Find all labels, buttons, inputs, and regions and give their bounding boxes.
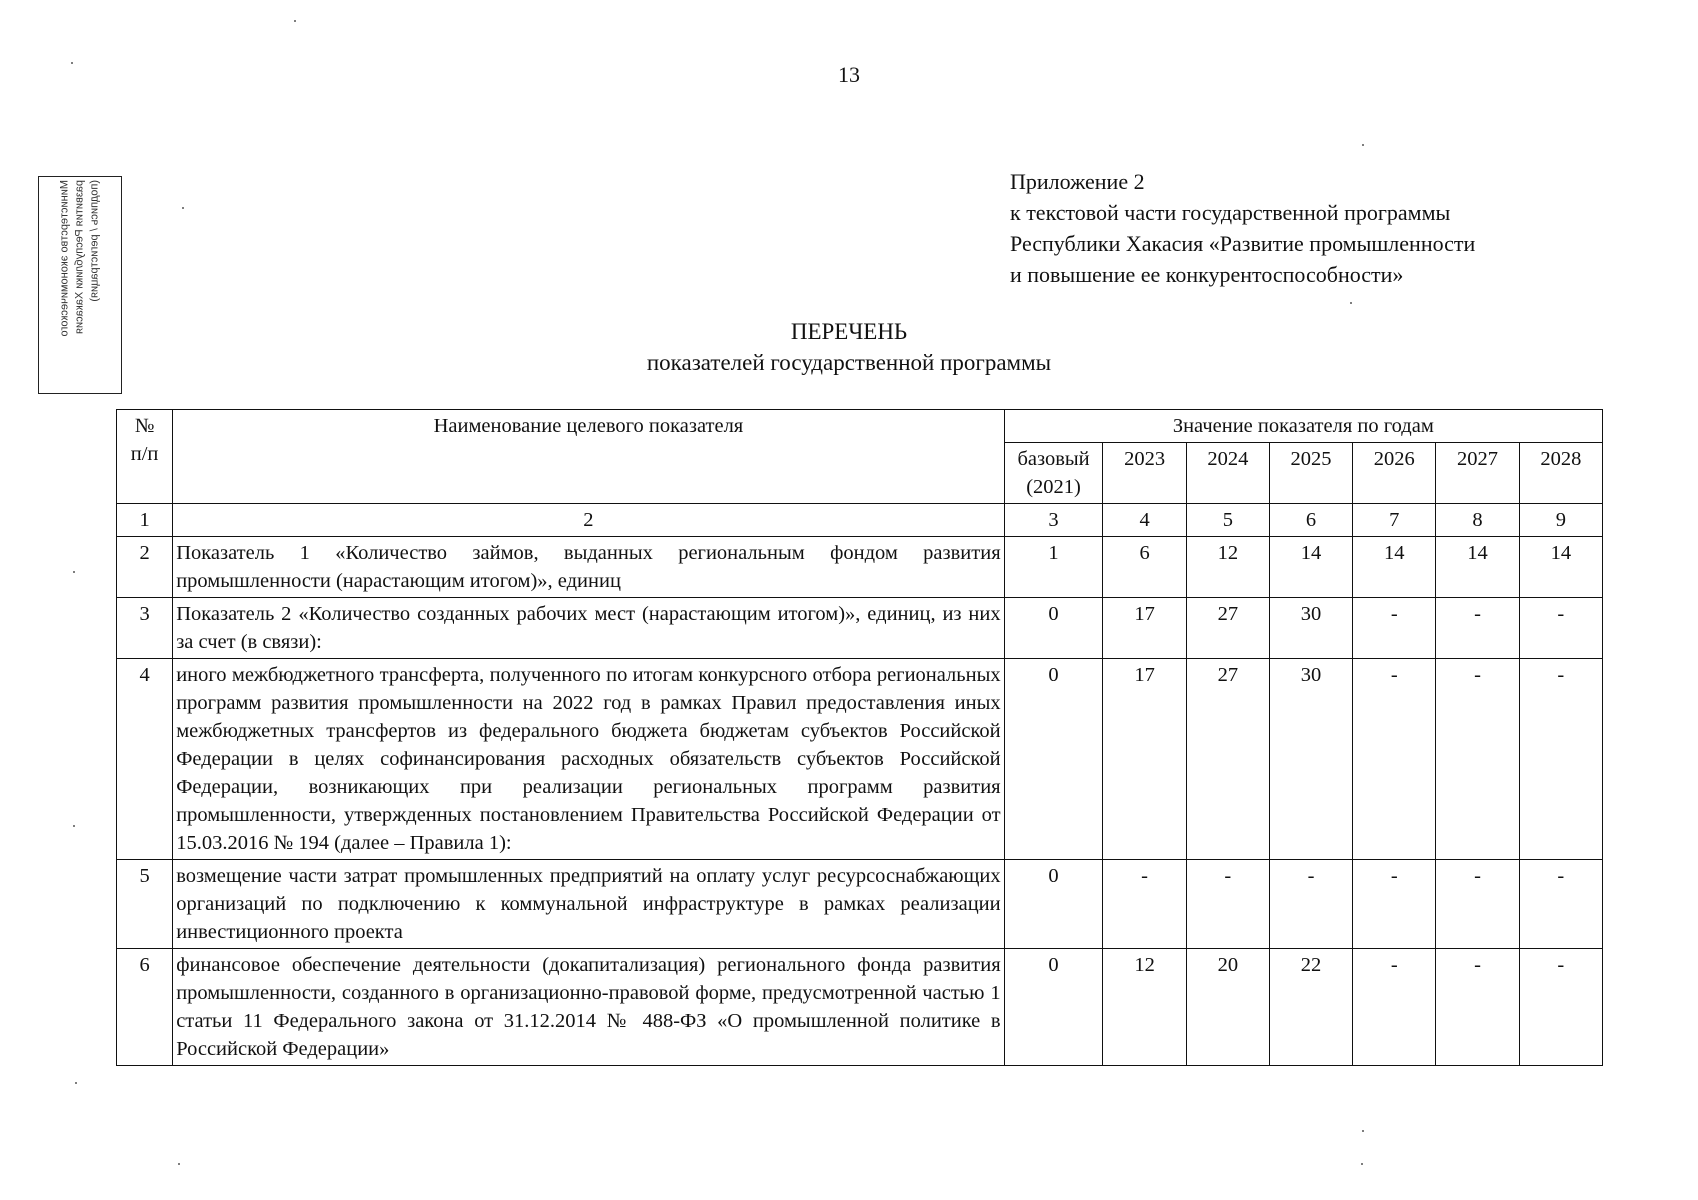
value-cell: -	[1269, 860, 1352, 949]
numbering-cell: 8	[1436, 504, 1519, 537]
header-year: 2023	[1103, 443, 1186, 504]
value-cell: -	[1353, 659, 1436, 860]
scan-speck	[1362, 1130, 1364, 1132]
value-cell: 6	[1103, 537, 1186, 598]
row-number: 3	[117, 598, 173, 659]
header-year: 2027	[1436, 443, 1519, 504]
appendix-line: к текстовой части государственной программы	[1010, 200, 1451, 225]
header-no: № п/п	[117, 410, 173, 504]
value-cell: 14	[1269, 537, 1352, 598]
indicator-name: Показатель 1 «Количество займов, выданных региональным фондом развития промышленности (нарастающим итогом)», единиц	[173, 537, 1004, 598]
value-cell: -	[1519, 949, 1602, 1066]
header-base: базовый (2021)	[1004, 443, 1103, 504]
numbering-cell: 3	[1004, 504, 1103, 537]
value-cell: 27	[1186, 598, 1269, 659]
value-cell: 0	[1004, 949, 1103, 1066]
scan-speck	[1362, 144, 1364, 146]
header-year: 2026	[1353, 443, 1436, 504]
value-cell: -	[1103, 860, 1186, 949]
value-cell: 1	[1004, 537, 1103, 598]
table-row	[117, 949, 1603, 1066]
value-cell: -	[1519, 598, 1602, 659]
value-cell: -	[1436, 598, 1519, 659]
numbering-cell: 1	[117, 504, 173, 537]
appendix-header	[1010, 166, 1650, 290]
value-cell: 14	[1519, 537, 1602, 598]
title-sub: показателей государственной программы	[646, 350, 1052, 375]
value-cell: 0	[1004, 860, 1103, 949]
indicator-name: иного межбюджетного трансферта, полученного по итогам конкурсного отбора региональных программ развития промышленности на 2022 год в рамках Правил предоставления иных межбюджетных трансфертов из федерального бюджета бюджетам субъектов Российской Федерации в целях софинансирования расходных обязательств субъектов Российской Федерации, возникающих при реализации региональных программ развития промышленности, утвержденных постановлением Правительства Российской Федерации от 15.03.2016 № 194 (далее – Правила 1):	[173, 659, 1004, 860]
indicator-name: Показатель 2 «Количество созданных рабочих мест (нарастающим итогом)», единиц, из них за счет (в связи):	[173, 598, 1004, 659]
numbering-cell: 2	[173, 504, 1004, 537]
table-row	[117, 659, 1603, 860]
header-year: 2024	[1186, 443, 1269, 504]
value-cell: -	[1519, 860, 1602, 949]
scan-speck	[178, 1163, 180, 1165]
header-row	[117, 410, 1603, 443]
value-cell: 12	[1186, 537, 1269, 598]
value-cell: -	[1353, 860, 1436, 949]
appendix-line: Республики Хакасия «Развитие промышленности	[1010, 231, 1476, 256]
scan-speck	[73, 825, 75, 827]
value-cell: 14	[1436, 537, 1519, 598]
numbering-cell: 5	[1186, 504, 1269, 537]
scan-speck	[294, 20, 296, 22]
scan-speck	[1361, 1163, 1363, 1165]
value-cell: -	[1436, 860, 1519, 949]
indicator-name: возмещение части затрат промышленных предприятий на оплату услуг ресурсоснабжающих организаций по подключению к коммунальной инфраструктуре в рамках реализации инвестиционного проекта	[173, 860, 1004, 949]
value-cell: 14	[1353, 537, 1436, 598]
header-year: 2025	[1269, 443, 1352, 504]
page-number: 13	[838, 62, 860, 87]
appendix-line: и повышение ее конкурентоспособности»	[1010, 262, 1404, 287]
header-values-group: Значение показателя по годам	[1004, 410, 1602, 443]
value-cell: -	[1519, 659, 1602, 860]
row-number: 6	[117, 949, 173, 1066]
indicator-name: финансовое обеспечение деятельности (докапитализация) регионального фонда развития промышленности, созданного в организационно-правовой форме, предусмотренной частью 1 статьи 11 Федерального закона от 31.12.2014 № 488-ФЗ «О промышленной политике в Российской Федерации»	[173, 949, 1004, 1066]
document-title	[0, 316, 1698, 378]
row-number: 4	[117, 659, 173, 860]
table-row	[117, 537, 1603, 598]
title-main: ПЕРЕЧЕНЬ	[790, 319, 908, 344]
value-cell: 12	[1103, 949, 1186, 1066]
stamp-line: (подпись / регистрация)	[88, 180, 101, 302]
numbering-cell: 6	[1269, 504, 1352, 537]
value-cell: -	[1436, 949, 1519, 1066]
appendix-line: Приложение 2	[1010, 169, 1145, 194]
value-cell: 30	[1269, 659, 1352, 860]
value-cell: 0	[1004, 598, 1103, 659]
value-cell: -	[1186, 860, 1269, 949]
value-cell: 30	[1269, 598, 1352, 659]
value-cell: 0	[1004, 659, 1103, 860]
numbering-cell: 9	[1519, 504, 1602, 537]
value-cell: 22	[1269, 949, 1352, 1066]
header-year: 2028	[1519, 443, 1602, 504]
value-cell: 17	[1103, 598, 1186, 659]
scan-speck	[1350, 302, 1352, 304]
value-cell: -	[1353, 598, 1436, 659]
stamp-line: Министерство экономического	[58, 180, 71, 337]
row-number: 5	[117, 860, 173, 949]
table-row	[117, 598, 1603, 659]
row-number: 2	[117, 537, 173, 598]
value-cell: -	[1353, 949, 1436, 1066]
numbering-row	[117, 504, 1603, 537]
value-cell: -	[1436, 659, 1519, 860]
header-name: Наименование целевого показателя	[173, 410, 1004, 504]
scan-speck	[75, 1082, 77, 1084]
table-row	[117, 860, 1603, 949]
value-cell: 17	[1103, 659, 1186, 860]
scan-speck	[71, 62, 73, 64]
numbering-cell: 4	[1103, 504, 1186, 537]
scan-speck	[182, 207, 184, 209]
indicators-table	[116, 409, 1603, 1066]
stamp-line: развития Республики Хакасия	[73, 180, 86, 334]
numbering-cell: 7	[1353, 504, 1436, 537]
scan-speck	[73, 571, 75, 573]
value-cell: 27	[1186, 659, 1269, 860]
value-cell: 20	[1186, 949, 1269, 1066]
